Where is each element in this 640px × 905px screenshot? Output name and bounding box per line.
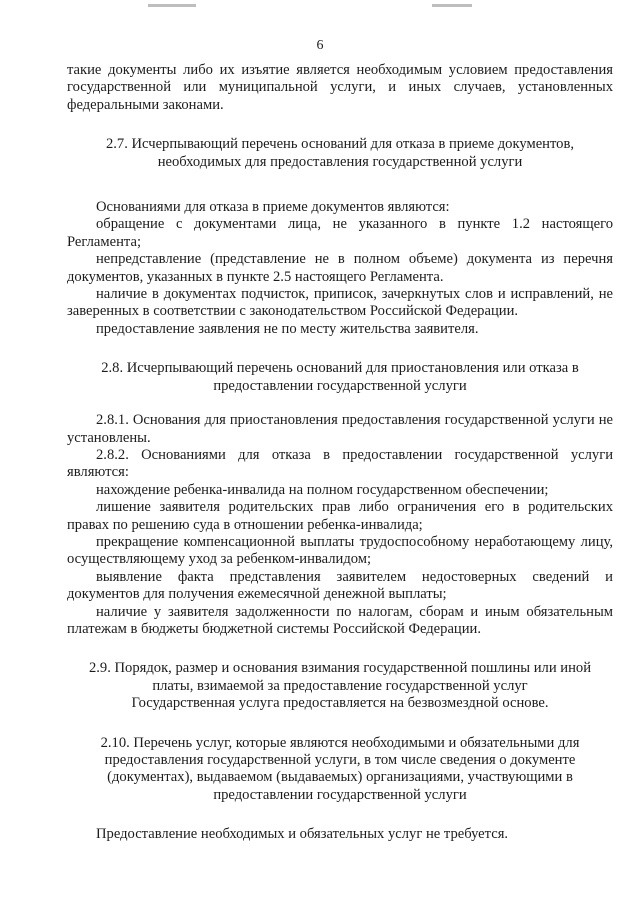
paragraph: обращение с документами лица, не указанного в пункте 1.2 настоящего Регламента; [67, 216, 613, 250]
paragraph: выявление факта представления заявителем недостоверных сведений и документов для получения ежемесячной денежной выплаты; [67, 568, 613, 603]
scan-artifact-left [148, 4, 196, 7]
paragraph: 2.8.2. Основаниями для отказа в предоставлении государственной услуги являются: [67, 446, 613, 481]
paragraph: нахождение ребенка-инвалида на полном государственном обеспечении; [96, 481, 549, 498]
paragraph: 2.8.1. Основания для приостановления предоставления государственной услуги не установлены. [67, 412, 613, 446]
paragraph: прекращение компенсационной выплаты трудоспособному неработающему лицу, осуществляющему уход за ребенком-инвалидом; [67, 533, 613, 568]
paragraph: наличие у заявителя задолженности по налогам, сборам и иным обязательным платежам в бюджеты бюджетной системы Российской Федерации. [67, 603, 613, 637]
page-number: 6 [316, 38, 324, 53]
paragraph: такие документы либо их изъятие является необходимым условием предоставления государственной или муниципальной услуги, и иных случаев, установленных федеральными законами. [67, 62, 613, 113]
paragraph: Предоставление необходимых и обязательных услуг не требуется. [96, 826, 509, 843]
section-heading-2-7: 2.7. Исчерпывающий перечень оснований для отказа в приеме документов, необходимых для предоставления государственной услуги [105, 136, 575, 170]
paragraph: предоставление заявления не по месту жительства заявителя. [96, 320, 479, 337]
paragraph: лишение заявителя родительских прав либо ограничения его в родительских правах по решению суда в отношении ребенка-инвалида; [67, 499, 613, 533]
paragraph-centered: Государственная услуга предоставляется на безвозмездной основе. [131, 695, 549, 712]
scan-artifact-right [432, 4, 472, 7]
paragraph: Основаниями для отказа в приеме документов являются: [96, 199, 450, 216]
document-body [67, 62, 613, 844]
paragraph: непредставление (представление не в полном объеме) документа из перечня документов, указанных в пункте 2.5 настоящего Регламента. [67, 251, 613, 285]
section-heading-2-9: 2.9. Порядок, размер и основания взимания государственной пошлины или иной платы, взимаемой за предоставление государственной услуг [88, 660, 592, 694]
section-heading-2-8: 2.8. Исчерпывающий перечень оснований для приостановления или отказа в предоставлении государственной услуги [101, 360, 579, 394]
section-heading-2-10: 2.10. Перечень услуг, которые являются необходимыми и обязательными для предоставления государственной услуги, в том числе сведения о документе (документах), выдаваемом (выдаваемых) организациями, участвующими в предоставлении государственной услуги [100, 734, 580, 803]
paragraph: наличие в документах подчисток, приписок, зачеркнутых слов и исправлений, не заверенных в соответствии с законодательством Российской Федерации. [67, 286, 613, 320]
